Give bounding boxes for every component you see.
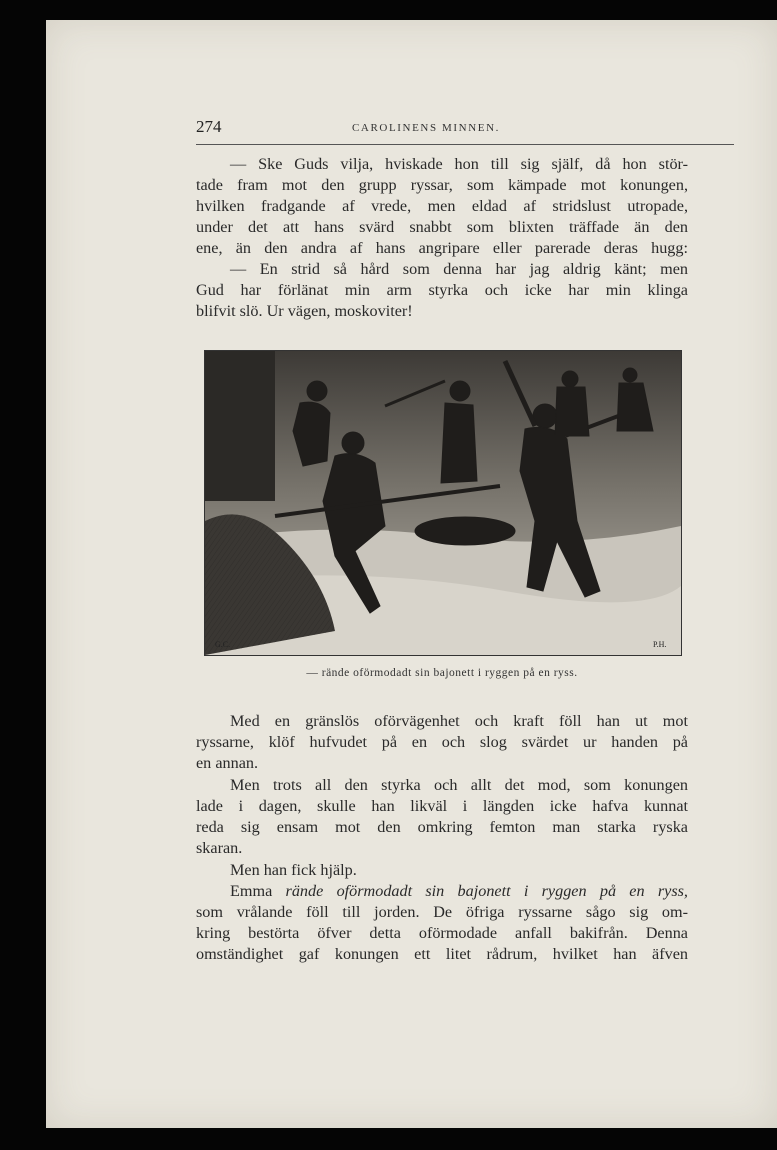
text-italic: rände oförmodadt sin bajonett i ryggen på en ryss, <box>285 882 688 900</box>
text-line: omständighet gaf konungen ett litet rådrum, hvilket han äfven <box>196 945 688 963</box>
running-title: CAROLINENS MINNEN. <box>352 122 500 134</box>
text-line: Gud har förlänat min arm styrka och icke har min klinga <box>196 281 688 299</box>
engraving-image <box>205 351 681 655</box>
text-line: blifvit slö. Ur vägen, moskoviter! <box>196 302 413 320</box>
paragraph-3 <box>196 711 688 774</box>
paragraph-1 <box>196 154 688 259</box>
text-line: — En strid så hård som denna har jag aldrig känt; men <box>230 260 688 278</box>
text-line: ryssarne, klöf hufvudet på en och slog svärdet ur handen på <box>196 733 688 751</box>
paragraph-6 <box>196 881 688 965</box>
battle-illustration <box>204 350 682 656</box>
page-number: 274 <box>196 117 222 136</box>
text-line: kring bestörta öfver detta oförmodade anfall bakifrån. Denna <box>196 924 688 942</box>
illustration-caption: — rände oförmodadt sin bajonett i ryggen på en ryss. <box>306 667 578 679</box>
text-line: reda sig ensam mot den omkring femton man starka ryska <box>196 818 688 836</box>
page-header <box>196 117 734 145</box>
text-line: Men han fick hjälp. <box>230 861 357 879</box>
text-line <box>196 881 688 902</box>
paragraph-2 <box>196 259 688 322</box>
text-line: lade i dagen, skulle han likväl i längden icke hafva kunnat <box>196 797 688 815</box>
text-line: en annan. <box>196 754 259 772</box>
text-line: som vrålande föll till jorden. De öfriga ryssarne sågo sig om- <box>196 903 688 921</box>
paragraph-4 <box>196 775 688 859</box>
text-line: tade fram mot den grupp ryssar, som kämpade mot konungen, <box>196 176 688 194</box>
text-line: Med en gränslös oförvägenhet och kraft föll han ut mot <box>230 712 688 730</box>
artist-signature-left: G.C. <box>215 640 231 649</box>
text-line: Men trots all den styrka och allt det mod, som konungen <box>230 776 688 794</box>
paragraph-5 <box>196 860 688 881</box>
text-line: — Ske Guds vilja, hviskade hon till sig själf, då hon stör- <box>230 155 688 173</box>
text-line: hvilken fradgande af vrede, men eldad af stridslust utropade, <box>196 197 688 215</box>
artist-signature-right: P.H. <box>653 640 667 649</box>
book-page <box>46 20 777 1128</box>
text-line: ene, än den andra af hans angripare eller parerade deras hugg: <box>196 239 688 257</box>
text-line: under det att hans svärd snabbt som blixten träffade än den <box>196 218 688 236</box>
text-roman: Emma <box>230 882 286 900</box>
text-line: skaran. <box>196 839 243 857</box>
